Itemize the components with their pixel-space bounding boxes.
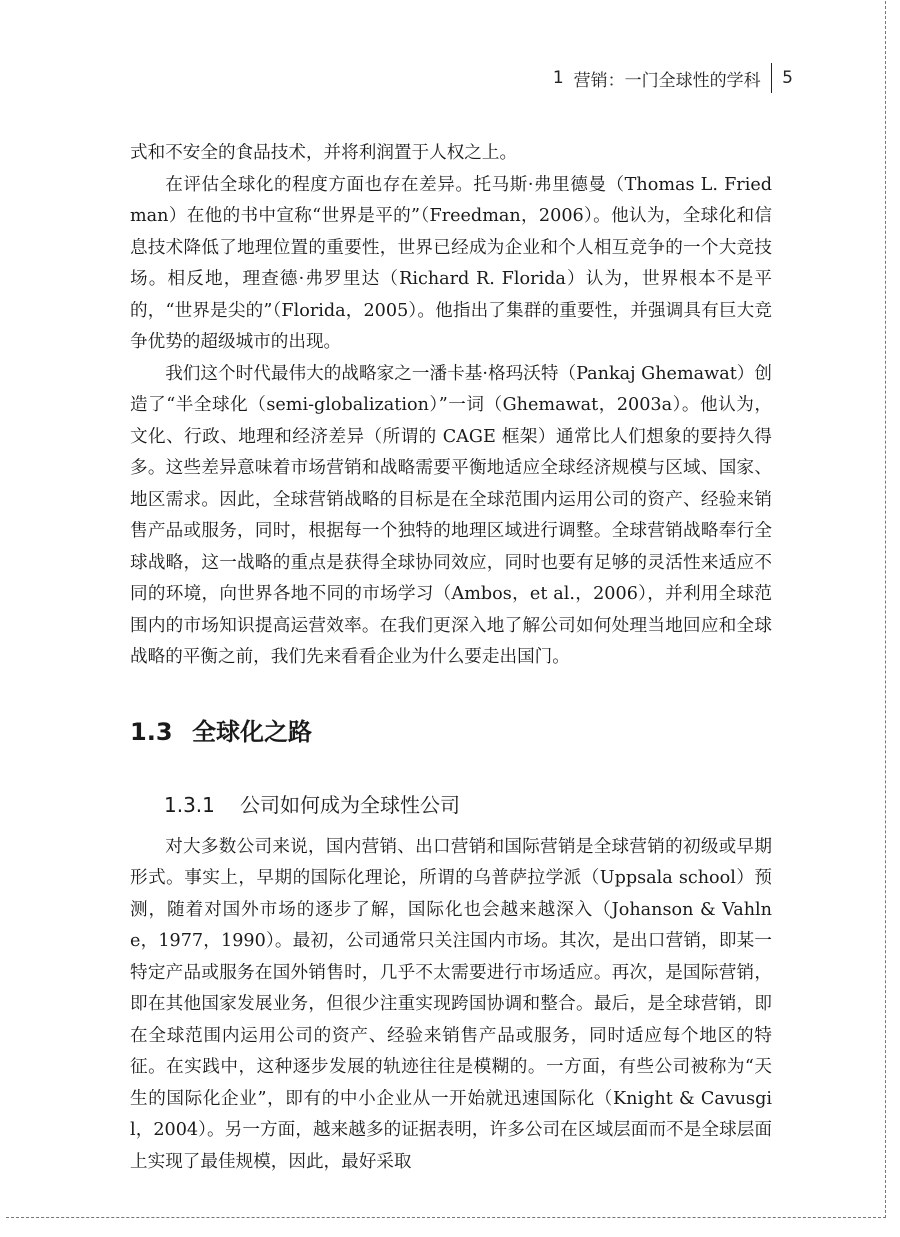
subsection-title: 公司如何成为全球性公司 — [240, 792, 460, 817]
subsection-heading — [164, 788, 772, 822]
paragraph-globalization-degree: 在评估全球化的程度方面也存在差异。托马斯·弗里德曼（Thomas L. Friedman）在他的书中宣称“世界是平的”（Freedman，2006）。他认为，全球化和信息技术降低了地理位置的重要性，世界已经成为企业和个人相互竞争的一个大竞技场。相反地，理查德·弗罗里达（Richard R. Florida）认为，世界根本不是平的，“世界是尖的”（Florida，2005）。他指出了集群的重要性，并强调具有巨大竞争优势的超级城市的出现。 — [130, 174, 772, 352]
chapter-title: 营销：一门全球性的学科 — [573, 70, 761, 91]
page-number: 5 — [782, 68, 793, 88]
section-number: 1.3 — [130, 717, 173, 746]
section-heading — [130, 710, 772, 754]
subsection-number: 1.3.1 — [164, 792, 215, 817]
paragraph-continued: 式和不安全的食品技术，并将利润置于人权之上。 — [130, 143, 518, 163]
chapter-number: 1 — [552, 68, 564, 88]
running-header — [553, 62, 793, 94]
paragraph-internationalization: 对大多数公司来说，国内营销、出口营销和国际营销是全球营销的初级或早期形式。事实上，早期的国际化理论，所谓的乌普萨拉学派（Uppsala school）预测，随着对国外市场的逐步了解，国际化也会越来越深入（Johanson & Vahlne，1977，1990）。最初，公司通常只关注国内市场。其次，是出口营销，即某一特定产品或服务在国外销售时，几乎不太需要进行市场适应。再次，是国际营销，即在其他国家发展业务，但很少注重实现跨国协调和整合。最后，是全球营销，即在全球范围内运用公司的资产、经验来销售产品或服务，同时适应每个地区的特征。在实践中，这种逐步发展的轨迹往往是模糊的。一方面，有些公司被称为“天生的国际化企业”，即有的中小企业从一开始就迅速国际化（Knight & Cavusgil，2004）。另一方面，越来越多的证据表明，许多公司在区域层面而不是全球层面上实现了最佳规模，因此，最好采取 — [130, 836, 772, 1172]
section-title: 全球化之路 — [192, 717, 312, 746]
page-body — [130, 138, 772, 1178]
paragraph-semi-globalization: 我们这个时代最伟大的战略家之一潘卡基·格玛沃特（Pankaj Ghemawat）创造了“半全球化（semi-globalization）”一词（Ghemawat，2003a）。他认为，文化、行政、地理和经济差异（所谓的 CAGE 框架）通常比人们想象的要持久得多。这些差异意味着市场营销和战略需要平衡地适应全球经济规模与区域、国家、地区需求。因此，全球营销战略的目标是在全球范围内运用公司的资产、经验来销售产品或服务，同时，根据每一个独特的地理区域进行调整。全球营销战略奉行全球战略，这一战略的重点是获得全球协同效应，同时也要有足够的灵活性来适应不同的环境，向世界各地不同的市场学习（Ambos，et al.，2006），并利用全球范围内的市场知识提高运营效率。在我们更深入地了解公司如何处理当地回应和全球战略的平衡之前，我们先来看看企业为什么要走出国门。 — [130, 363, 772, 667]
header-divider — [771, 63, 773, 93]
